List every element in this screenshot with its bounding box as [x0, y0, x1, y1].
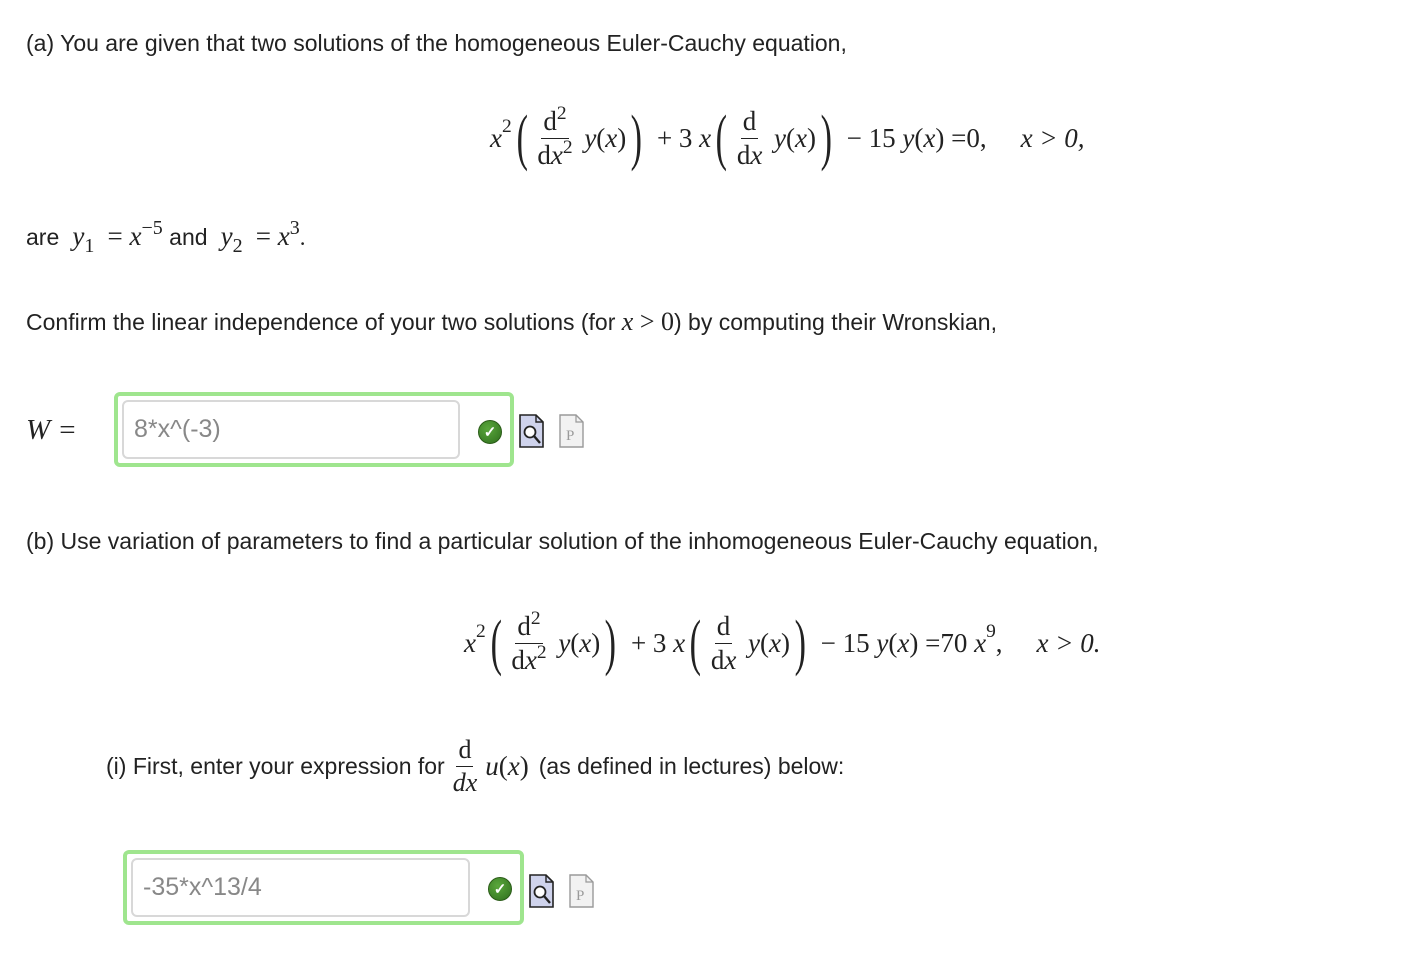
- sub-i-text-after: (as defined in lectures) below:: [538, 753, 845, 779]
- problem-doc-icon[interactable]: [568, 874, 594, 908]
- equation-b-rhs-coeff: 70: [940, 627, 968, 658]
- problem-doc-icon[interactable]: [558, 414, 584, 448]
- wronskian-label: W =: [26, 414, 77, 446]
- svg-text:P: P: [566, 428, 575, 444]
- part-a-intro: (a) You are given that two solutions of the homogeneous Euler-Cauchy equation,: [26, 30, 847, 56]
- equation-b-condition: x > 0.: [1036, 627, 1101, 658]
- equation-b: x 2 ( $\frac{d^2}{dx^2}$ y ( x ) ) + 3 x ( $\frac{d}{dx}$ y ( x ) ) − 15 y ( x ) = 70 x 9 , x > 0.: [464, 607, 1101, 677]
- svg-text:P: P: [576, 888, 585, 904]
- and-word: and: [169, 224, 208, 250]
- preview-icon[interactable]: [518, 414, 544, 448]
- confirm-text-before: Confirm the linear independence of your two solutions (for: [26, 309, 616, 335]
- check-icon: ✓: [478, 420, 502, 444]
- solutions-line: are y1 = x−5 and y2 = x3.: [26, 217, 306, 257]
- sub-i-line: (i) First, enter your expression for $\frac{d}{dx}$ u ( x ) (as defined in lectures) below:: [106, 734, 845, 797]
- part-b-intro: (b) Use variation of parameters to find a particular solution of the inhomogeneous Euler-Cauchy equation,: [26, 528, 1099, 554]
- confirm-text-after: ) by computing their Wronskian,: [673, 309, 997, 335]
- are-word: are: [26, 224, 60, 250]
- preview-icon[interactable]: [528, 874, 554, 908]
- du-answer-input[interactable]: -35*x^13/4: [131, 858, 470, 917]
- equation-a-condition: x > 0,: [1020, 122, 1085, 153]
- equation-a: x 2 ( $\frac{d^2}{dx^2}$ y ( x ) ) + 3 x ( $\frac{d}{dx}$ y ( x ) ) − 15 y ( x ) = 0 , x > 0,: [490, 102, 1085, 172]
- equation-a-rhs: 0: [966, 122, 980, 153]
- y1-exponent: −5: [141, 217, 163, 239]
- sub-i-text-before: (i) First, enter your expression for: [106, 753, 445, 779]
- wronskian-answer-input[interactable]: 8*x^(-3): [122, 400, 460, 459]
- y2-exponent: 3: [289, 217, 300, 239]
- confirm-line: Confirm the linear independence of your two solutions (for x > 0) by computing their Wronskian,: [26, 307, 997, 336]
- equation-b-rhs-exponent: 9: [986, 621, 996, 643]
- check-icon: ✓: [488, 877, 512, 901]
